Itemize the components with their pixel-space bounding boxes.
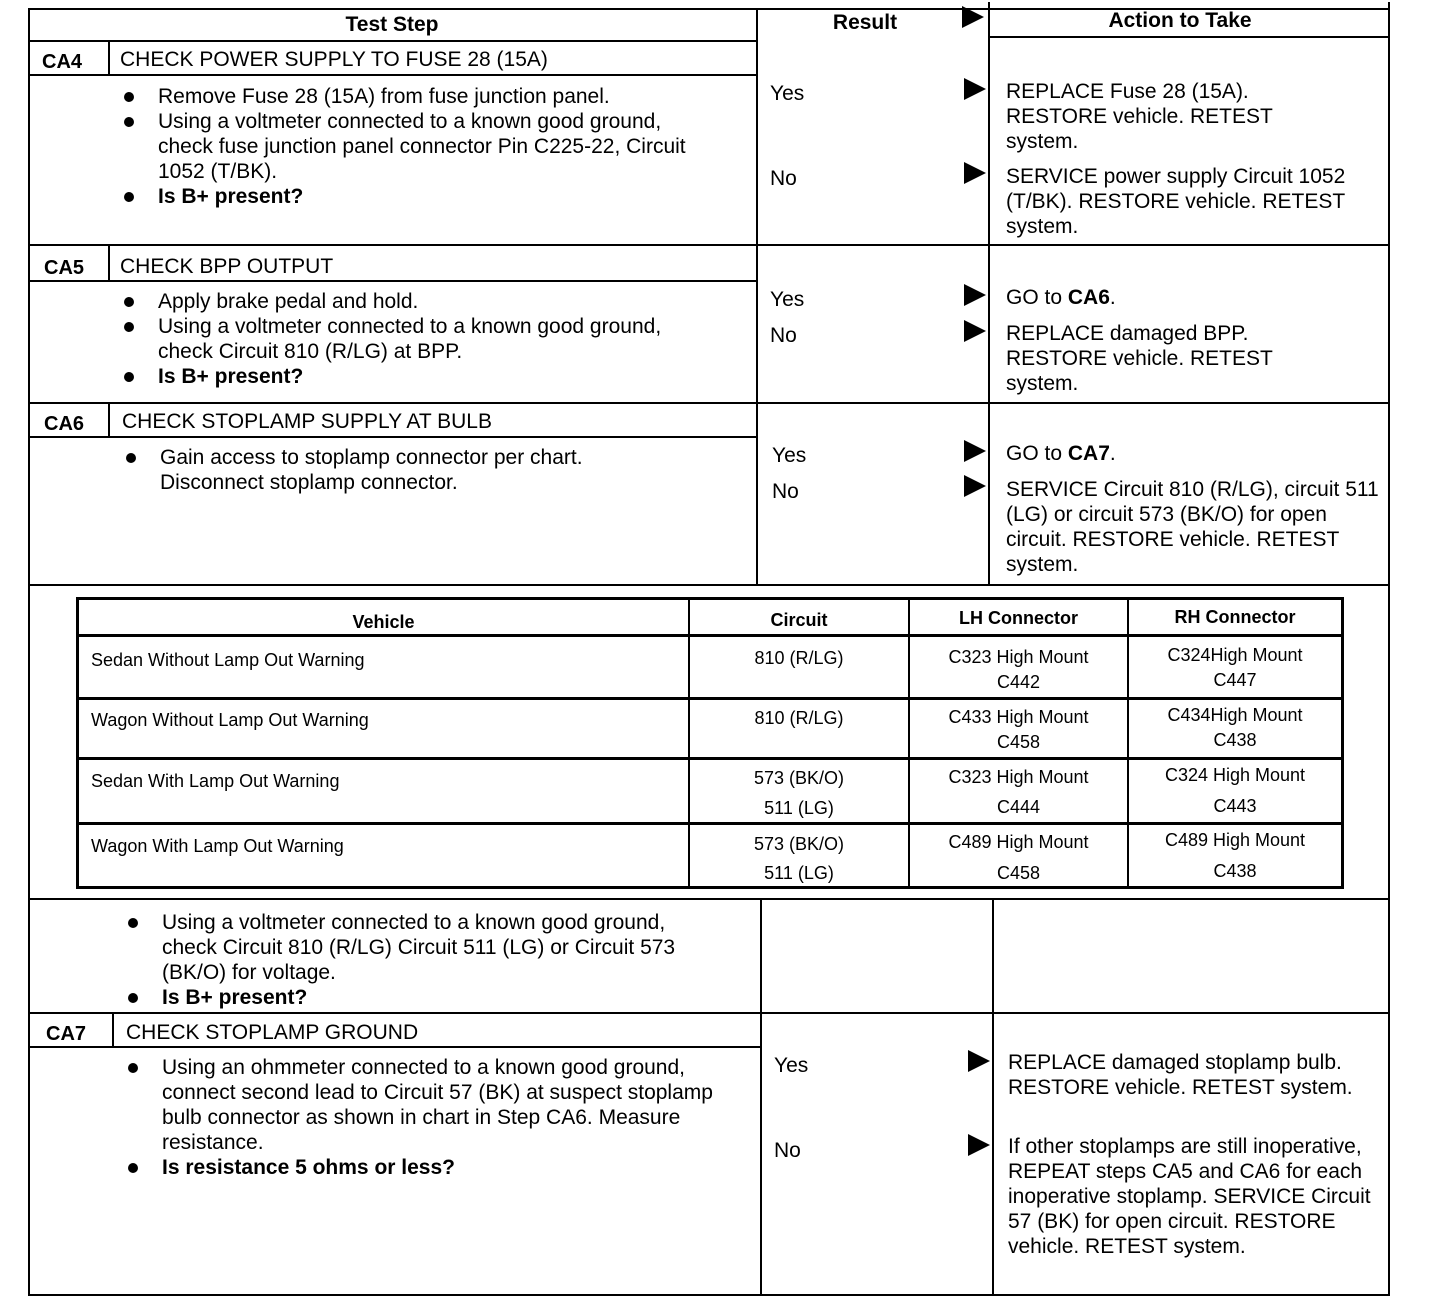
action-column-divider [988,2,990,586]
ca6-bullets-after [122,910,712,1010]
ca5-action-yes-suffix: . [1109,286,1116,309]
ca6-no-arrow-icon [964,475,986,497]
ca4-result-yes: Yes [770,82,805,105]
ca4-title-underline [28,74,756,76]
ca7-step-title: CHECK STOPLAMP GROUND [126,1021,419,1044]
ca6-result-yes: Yes [772,444,807,467]
connector-table-row-line-4 [79,822,1341,825]
ca5-action-yes-prefix: GO to [1006,286,1068,309]
connector-row-2-vehicle: Wagon Without Lamp Out Warning [91,710,369,730]
ca6-bullet-1: Gain access to stoplamp connector per chart. Disconnect stoplamp connector. [120,445,680,495]
connector-table-header-circuit: Circuit [770,610,828,630]
ca6-id-divider [108,402,110,438]
ca4-bullets [118,84,698,209]
outer-bottom-border [28,1294,1390,1296]
ca4-step-title: CHECK POWER SUPPLY TO FUSE 28 (15A) [120,48,548,71]
ca6-result-no: No [772,480,799,503]
ca7-bullets [122,1055,722,1180]
ca5-result-yes: Yes [770,288,805,311]
ca5-no-arrow-icon [964,320,986,342]
ca7-bullet-1: Using an ohmmeter connected to a known good ground, connect second lead to Circuit 57 (BK) at suspect stoplamp bulb connector as shown in chart in Step CA6. Measure resistance. [122,1055,722,1155]
ca4-bullet-1: Remove Fuse 28 (15A) from fuse junction panel. [118,84,698,109]
connector-table-header-rh: RH Connector [1174,607,1296,627]
ca5-action-yes-link: CA6 [1067,286,1110,309]
connector-row-1-rh-1: C324High Mount [1167,645,1303,665]
connector-row-4-vehicle: Wagon With Lamp Out Warning [91,836,344,856]
connector-row-3-rh-1: C324 High Mount [1164,765,1306,785]
connector-row-2-rh-2: C438 [1213,730,1257,750]
ca6-table-top-line [28,584,1390,586]
ca6-bottom-line [28,1012,1390,1014]
ca6-action-yes [1006,441,1366,466]
ca7-step-id: CA7 [46,1023,87,1045]
ca7-title-underline [28,1046,760,1048]
connector-row-1-lh-2: C442 [996,672,1041,692]
ca6-bullets [120,445,680,495]
ca6-step-id: CA6 [44,413,85,435]
outer-left-border [28,8,30,1296]
result-column-divider-lower [760,900,762,1294]
header-result: Result [832,11,898,34]
ca5-title-underline [28,280,756,282]
ca7-result-yes: Yes [774,1054,809,1077]
header-bottom-line-left [28,40,756,42]
ca4-bottom-line [28,244,1390,246]
ca6-step-title: CHECK STOPLAMP SUPPLY AT BULB [122,410,492,433]
ca5-step-title: CHECK BPP OUTPUT [120,255,334,278]
connector-row-4-rh-2: C438 [1213,861,1257,881]
connector-row-2-lh-2: C458 [996,732,1041,752]
ca6-action-yes-link: CA7 [1067,442,1110,465]
ca6-action-yes-suffix: . [1109,442,1116,465]
ca6-action-yes-prefix: GO to [1006,442,1068,465]
ca4-yes-arrow-icon [964,78,986,100]
ca7-bullet-2: Is resistance 5 ohms or less? [122,1155,722,1180]
ca6-table-bottom-line [28,898,1390,900]
connector-row-4-rh-1: C489 High Mount [1164,830,1306,850]
ca5-result-no: No [770,324,797,347]
ca5-action-no: REPLACE damaged BPP. RESTORE vehicle. RETEST system. [1006,322,1273,395]
connector-table-header-lh: LH Connector [959,608,1078,628]
ca6-after-bullet-1: Using a voltmeter connected to a known good ground, check Circuit 810 (R/LG) Circuit 511 (LG) or Circuit 573 (BK/O) for voltage. [122,910,712,985]
header-bottom-line-right [988,36,1390,38]
ca7-no-arrow-icon [968,1134,990,1156]
connector-row-1-circuit: 810 (R/LG) [754,648,844,668]
ca5-step-id: CA5 [44,257,85,279]
connector-row-2-rh-1: C434High Mount [1167,705,1303,725]
ca5-yes-arrow-icon [964,284,986,306]
connector-table-row-line-2 [79,697,1341,700]
connector-row-3-circuit-1: 573 (BK/O) [753,768,845,788]
ca6-title-underline [28,436,756,438]
action-column-divider-lower [992,900,994,1294]
ca4-result-no: No [770,167,797,190]
connector-row-4-lh-1: C489 High Mount [948,832,1089,852]
ca4-action-no: SERVICE power supply Circuit 1052 (T/BK). RESTORE vehicle. RETEST system. [1006,165,1346,238]
ca4-no-arrow-icon [964,162,986,184]
ca4-id-divider [108,40,110,76]
ca5-bullets [118,289,678,389]
connector-row-3-circuit-2: 511 (LG) [764,798,834,818]
header-result-arrow-icon [962,6,984,28]
ca5-bullet-3: Is B+ present? [118,364,678,389]
connector-row-1-lh-1: C323 High Mount [948,647,1089,667]
ca4-step-id: CA4 [42,51,83,73]
ca4-bullet-2: Using a voltmeter connected to a known good ground, check fuse junction panel connector Pin C225-22, Circuit 1052 (T/BK). [118,109,698,184]
ca4-action-yes: REPLACE Fuse 28 (15A). RESTORE vehicle. RETEST system. [1006,80,1273,153]
ca7-id-divider [112,1012,114,1048]
connector-row-4-lh-2: C458 [996,863,1041,883]
connector-row-3-vehicle: Sedan With Lamp Out Warning [91,771,340,791]
connector-table-row-line-3 [79,757,1341,760]
outer-right-border [1388,2,1390,1296]
connector-table-header-vehicle: Vehicle [352,612,415,632]
connector-row-4-circuit-1: 573 (BK/O) [753,834,845,854]
connector-row-2-lh-1: C433 High Mount [948,707,1089,727]
connector-row-3-lh-2: C444 [996,797,1041,817]
connector-row-1-rh-2: C447 [1213,670,1257,690]
ca7-action-no: If other stoplamps are still inoperative, REPEAT steps CA5 and CA6 for each inoperative stoplamp. SERVICE Circuit 57 (BK) for open circuit. RESTORE vehicle. RETEST system. [1008,1135,1371,1258]
ca4-bullet-3: Is B+ present? [118,184,698,209]
ca6-action-no: SERVICE Circuit 810 (R/LG), circuit 511 (LG) or circuit 573 (BK/O) for open circuit. RESTORE vehicle. RETEST system. [1006,478,1379,576]
connector-table [76,597,1344,889]
header-action: Action to Take [1108,9,1252,32]
connector-row-3-rh-2: C443 [1213,796,1257,816]
ca5-bullet-1: Apply brake pedal and hold. [118,289,678,314]
ca5-id-divider [108,244,110,282]
connector-row-2-circuit: 810 (R/LG) [754,708,844,728]
connector-row-4-circuit-2: 511 (LG) [764,863,834,883]
result-column-divider [756,8,758,586]
ca7-action-yes: REPLACE damaged stoplamp bulb. RESTORE vehicle. RETEST system. [1008,1051,1353,1099]
ca5-action-yes [1006,285,1366,310]
ca6-after-bullet-2: Is B+ present? [122,985,712,1010]
connector-table-row-line-1 [79,634,1341,637]
connector-row-3-lh-1: C323 High Mount [948,767,1089,787]
connector-row-1-vehicle: Sedan Without Lamp Out Warning [91,650,365,670]
ca7-result-no: No [774,1139,801,1162]
ca5-bullet-2: Using a voltmeter connected to a known good ground, check Circuit 810 (R/LG) at BPP. [118,314,678,364]
ca6-yes-arrow-icon [964,440,986,462]
ca5-bottom-line [28,402,1390,404]
header-test-step: Test Step [345,13,439,36]
ca7-yes-arrow-icon [968,1050,990,1072]
